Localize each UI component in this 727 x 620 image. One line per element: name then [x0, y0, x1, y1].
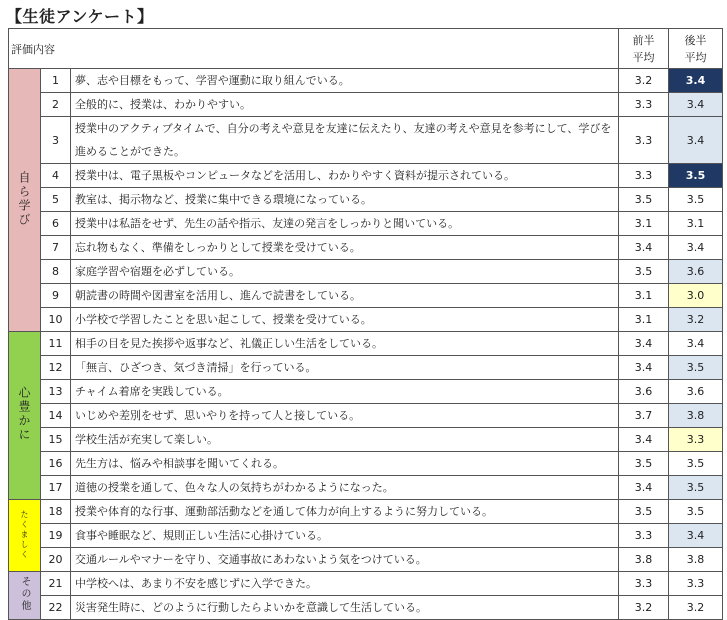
- row-text: 学校生活が充実して楽しい。: [71, 428, 619, 452]
- second-half-score: 3.2: [669, 308, 723, 332]
- table-row: [9, 524, 723, 548]
- row-text: 授業中は私語をせず、先生の話や指示、友達の発言をしっかりと聞いている。: [71, 212, 619, 236]
- row-number: 6: [41, 212, 71, 236]
- row-number: 8: [41, 260, 71, 284]
- table-row: [9, 500, 723, 524]
- row-text: 授業中は、電子黒板やコンピュータなどを活用し、わかりやすく資料が提示されている。: [71, 164, 619, 188]
- second-half-score: 3.4: [669, 524, 723, 548]
- page-title: 【生徒アンケート】: [6, 7, 154, 26]
- table-row: [9, 69, 723, 93]
- table-row: [9, 572, 723, 596]
- row-text: 忘れ物もなく、準備をしっかりとして授業を受けている。: [71, 236, 619, 260]
- category-other: [9, 572, 41, 620]
- category-strong-label: たくましく: [20, 509, 29, 560]
- first-half-score: 3.3: [619, 572, 669, 596]
- second-half-score: 3.4: [669, 117, 723, 164]
- second-half-score: 3.4: [669, 69, 723, 93]
- table-row: [9, 380, 723, 404]
- category-strong: [9, 500, 41, 572]
- row-number: 16: [41, 452, 71, 476]
- table-row: [9, 332, 723, 356]
- row-number: 17: [41, 476, 71, 500]
- second-half-score: 3.4: [669, 236, 723, 260]
- table-row: [9, 212, 723, 236]
- first-half-score: 3.2: [619, 69, 669, 93]
- row-text: 「無言、ひざつき、気づき清掃」を行っている。: [71, 356, 619, 380]
- row-text: 小学校で学習したことを思い起こして、授業を受けている。: [71, 308, 619, 332]
- table-row: [9, 476, 723, 500]
- first-half-score: 3.2: [619, 596, 669, 620]
- row-number: 1: [41, 69, 71, 93]
- table-row: [9, 188, 723, 212]
- header-second-half-line1: 後半: [684, 33, 707, 47]
- second-half-score: 3.5: [669, 452, 723, 476]
- header-first-half-line2: 平均: [632, 50, 655, 64]
- category-rich-heart: [9, 332, 41, 500]
- row-number: 4: [41, 164, 71, 188]
- table-row: [9, 404, 723, 428]
- row-number: 13: [41, 380, 71, 404]
- row-number: 12: [41, 356, 71, 380]
- row-text: 夢、志や目標をもって、学習や運動に取り組んでいる。: [71, 69, 619, 93]
- row-text: 道徳の授業を通して、色々な人の気持ちがわかるようになった。: [71, 476, 619, 500]
- first-half-score: 3.4: [619, 236, 669, 260]
- second-half-score: 3.5: [669, 500, 723, 524]
- row-number: 21: [41, 572, 71, 596]
- first-half-score: 3.5: [619, 260, 669, 284]
- first-half-score: 3.3: [619, 117, 669, 164]
- first-half-score: 3.5: [619, 188, 669, 212]
- row-number: 9: [41, 284, 71, 308]
- first-half-score: 3.4: [619, 476, 669, 500]
- first-half-score: 3.4: [619, 356, 669, 380]
- row-number: 18: [41, 500, 71, 524]
- row-text: 災害発生時に、どのように行動したらよいかを意識して生活している。: [71, 596, 619, 620]
- row-text: チャイム着席を実践している。: [71, 380, 619, 404]
- row-text: 全般的に、授業は、わかりやすい。: [71, 93, 619, 117]
- row-text: 授業中のアクティブタイムで、自分の考えや意見を友達に伝えたり、友達の考えや意見を参考にして、学びを進めることができた。: [71, 117, 619, 164]
- category-other-label: その他: [19, 576, 30, 612]
- row-text: 授業や体育的な行事、運動部活動などを通して体力が向上するように努力している。: [71, 500, 619, 524]
- table-row: [9, 452, 723, 476]
- table-row: [9, 284, 723, 308]
- table-row: [9, 117, 723, 164]
- second-half-score: 3.8: [669, 404, 723, 428]
- row-number: 19: [41, 524, 71, 548]
- second-half-score: 3.2: [669, 596, 723, 620]
- first-half-score: 3.4: [619, 332, 669, 356]
- table-row: [9, 428, 723, 452]
- row-number: 3: [41, 117, 71, 164]
- second-half-score: 3.4: [669, 332, 723, 356]
- first-half-score: 3.5: [619, 500, 669, 524]
- header-content-label: 評価内容: [9, 29, 619, 69]
- second-half-score: 3.5: [669, 476, 723, 500]
- table-row: [9, 164, 723, 188]
- row-text: 交通ルールやマナーを守り、交通事故にあわないよう気をつけている。: [71, 548, 619, 572]
- first-half-score: 3.4: [619, 428, 669, 452]
- first-half-score: 3.3: [619, 93, 669, 117]
- second-half-score: 3.3: [669, 572, 723, 596]
- row-number: 7: [41, 236, 71, 260]
- row-text: いじめや差別をせず、思いやりを持って人と接している。: [71, 404, 619, 428]
- row-number: 5: [41, 188, 71, 212]
- category-self-label: 自ら学び: [17, 170, 31, 227]
- table-row: [9, 93, 723, 117]
- table-row: [9, 356, 723, 380]
- first-half-score: 3.3: [619, 164, 669, 188]
- row-text: 朝読書の時間や図書室を活用し、進んで読書をしている。: [71, 284, 619, 308]
- header-first-half: [619, 29, 669, 69]
- table-row: [9, 308, 723, 332]
- second-half-score: 3.8: [669, 548, 723, 572]
- first-half-score: 3.1: [619, 284, 669, 308]
- row-number: 11: [41, 332, 71, 356]
- row-number: 15: [41, 428, 71, 452]
- second-half-score: 3.3: [669, 428, 723, 452]
- table-row: [9, 260, 723, 284]
- second-half-score: 3.5: [669, 164, 723, 188]
- row-text: 食事や睡眠など、規則正しい生活に心掛けている。: [71, 524, 619, 548]
- survey-table: [8, 28, 723, 620]
- category-self-learning: [9, 69, 41, 332]
- row-number: 2: [41, 93, 71, 117]
- header-row: [9, 29, 723, 69]
- second-half-score: 3.6: [669, 380, 723, 404]
- row-text: 先生方は、悩みや相談事を聞いてくれる。: [71, 452, 619, 476]
- table-row: [9, 236, 723, 260]
- second-half-score: 3.6: [669, 260, 723, 284]
- row-text: 相手の目を見た挨拶や返事など、礼儀正しい生活をしている。: [71, 332, 619, 356]
- first-half-score: 3.7: [619, 404, 669, 428]
- category-heart-label: 心豊かに: [17, 386, 31, 442]
- first-half-score: 3.1: [619, 308, 669, 332]
- first-half-score: 3.5: [619, 452, 669, 476]
- second-half-score: 3.5: [669, 356, 723, 380]
- second-half-score: 3.1: [669, 212, 723, 236]
- row-text: 教室は、掲示物など、授業に集中できる環境になっている。: [71, 188, 619, 212]
- header-second-half-line2: 平均: [684, 50, 707, 64]
- first-half-score: 3.8: [619, 548, 669, 572]
- row-number: 14: [41, 404, 71, 428]
- first-half-score: 3.1: [619, 212, 669, 236]
- second-half-score: 3.5: [669, 188, 723, 212]
- row-number: 10: [41, 308, 71, 332]
- header-first-half-line1: 前半: [632, 33, 655, 47]
- row-text: 中学校へは、あまり不安を感じずに入学できた。: [71, 572, 619, 596]
- table-row: [9, 548, 723, 572]
- header-second-half: [669, 29, 723, 69]
- second-half-score: 3.4: [669, 93, 723, 117]
- table-row: [9, 596, 723, 620]
- second-half-score: 3.0: [669, 284, 723, 308]
- row-number: 20: [41, 548, 71, 572]
- row-number: 22: [41, 596, 71, 620]
- first-half-score: 3.3: [619, 524, 669, 548]
- first-half-score: 3.6: [619, 380, 669, 404]
- row-text: 家庭学習や宿題を必ずしている。: [71, 260, 619, 284]
